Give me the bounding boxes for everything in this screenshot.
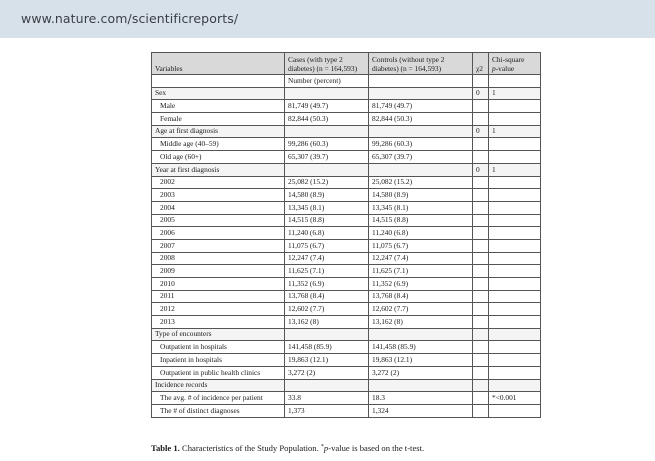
- table-row: [152, 404, 541, 417]
- controls-cell: [369, 125, 473, 138]
- p-value-cell: [489, 341, 541, 354]
- cases-cell: 1,373: [285, 404, 369, 417]
- chi2-cell: [473, 392, 489, 405]
- p-value-cell: [489, 151, 541, 164]
- variable-cell: 2003: [152, 189, 285, 202]
- variable-cell: 2008: [152, 252, 285, 265]
- controls-cell: 13,345 (8.1): [369, 201, 473, 214]
- cases-cell: 13,162 (8): [285, 316, 369, 329]
- header-p-italic: p: [492, 63, 496, 73]
- p-value-cell: [489, 265, 541, 278]
- table-row: [152, 366, 541, 379]
- cases-cell: [285, 125, 369, 138]
- header-controls: Controls (without type 2 diabetes) (n = 164,593): [369, 53, 473, 75]
- chi2-cell: [473, 366, 489, 379]
- variable-cell: Type of encounters: [152, 328, 285, 341]
- table-row: [152, 303, 541, 316]
- cases-cell: 141,458 (85.9): [285, 341, 369, 354]
- caption-asterisk: *: [320, 444, 324, 450]
- variable-cell: 2013: [152, 316, 285, 329]
- controls-cell: [369, 163, 473, 176]
- subheader-blank-4: [489, 75, 541, 88]
- cases-cell: 14,515 (8.8): [285, 214, 369, 227]
- cases-cell: [285, 87, 369, 100]
- p-value-cell: 1: [489, 163, 541, 176]
- table-row: [152, 176, 541, 189]
- table-row: [152, 138, 541, 151]
- cases-cell: 13,768 (8.4): [285, 290, 369, 303]
- header-variables: Variables: [152, 53, 285, 75]
- controls-cell: 11,352 (6.9): [369, 278, 473, 291]
- cases-cell: 65,307 (39.7): [285, 151, 369, 164]
- chi2-cell: [473, 151, 489, 164]
- section-row: [152, 328, 541, 341]
- header-p-prefix: Chi-square: [492, 55, 525, 65]
- variable-cell: 2002: [152, 176, 285, 189]
- subheader-row: [152, 75, 541, 88]
- cases-cell: 13,345 (8.1): [285, 201, 369, 214]
- table-row: [152, 278, 541, 291]
- cases-cell: 14,580 (8.9): [285, 189, 369, 202]
- table-row: [152, 341, 541, 354]
- controls-cell: 18.3: [369, 392, 473, 405]
- section-row: [152, 125, 541, 138]
- cases-cell: [285, 328, 369, 341]
- cases-cell: 11,240 (6.8): [285, 227, 369, 240]
- p-value-cell: [489, 201, 541, 214]
- p-value-cell: [489, 379, 541, 392]
- variable-cell: The avg. # of incidence per patient: [152, 392, 285, 405]
- journal-header-bar: [0, 0, 655, 38]
- table-caption: [151, 443, 424, 453]
- cases-cell: 12,602 (7.7): [285, 303, 369, 316]
- chi2-cell: [473, 316, 489, 329]
- chi2-cell: [473, 189, 489, 202]
- cases-cell: 33.8: [285, 392, 369, 405]
- p-value-cell: [489, 290, 541, 303]
- table-body: [152, 75, 541, 418]
- p-value-cell: [489, 354, 541, 367]
- variable-cell: Year at first diagnosis: [152, 163, 285, 176]
- section-row: [152, 379, 541, 392]
- controls-cell: 141,458 (85.9): [369, 341, 473, 354]
- section-row: [152, 87, 541, 100]
- cases-cell: 11,625 (7.1): [285, 265, 369, 278]
- variable-cell: 2011: [152, 290, 285, 303]
- header-p-value: [489, 53, 541, 75]
- p-value-cell: [489, 252, 541, 265]
- chi2-cell: [473, 100, 489, 113]
- caption-text-after: -value is based on the t-test.: [328, 443, 425, 453]
- cases-cell: 12,247 (7.4): [285, 252, 369, 265]
- controls-cell: 25,082 (15.2): [369, 176, 473, 189]
- variable-cell: Incidence records: [152, 379, 285, 392]
- cases-cell: 3,272 (2): [285, 366, 369, 379]
- p-value-cell: [489, 303, 541, 316]
- section-row: [152, 163, 541, 176]
- table-row: [152, 100, 541, 113]
- p-value-cell: [489, 404, 541, 417]
- chi2-cell: [473, 328, 489, 341]
- chi2-cell: [473, 176, 489, 189]
- cases-cell: 11,075 (6.7): [285, 239, 369, 252]
- table-row: [152, 189, 541, 202]
- p-value-cell: [489, 328, 541, 341]
- p-value-cell: [489, 100, 541, 113]
- chi2-cell: [473, 404, 489, 417]
- caption-label: Table 1.: [151, 443, 180, 453]
- variable-cell: Old age (60+): [152, 151, 285, 164]
- variable-cell: Outpatient in hospitals: [152, 341, 285, 354]
- controls-cell: 11,075 (6.7): [369, 239, 473, 252]
- controls-cell: [369, 379, 473, 392]
- variable-cell: Female: [152, 113, 285, 126]
- controls-cell: 13,768 (8.4): [369, 290, 473, 303]
- p-value-cell: [489, 176, 541, 189]
- subheader-label: Number (percent): [285, 75, 369, 88]
- chi2-cell: [473, 278, 489, 291]
- variable-cell: 2004: [152, 201, 285, 214]
- variable-cell: 2005: [152, 214, 285, 227]
- variable-cell: 2006: [152, 227, 285, 240]
- controls-cell: 11,240 (6.8): [369, 227, 473, 240]
- controls-cell: [369, 87, 473, 100]
- cases-cell: 19,863 (12.1): [285, 354, 369, 367]
- table-row: [152, 201, 541, 214]
- controls-cell: 14,515 (8.8): [369, 214, 473, 227]
- table-row: [152, 113, 541, 126]
- chi2-cell: [473, 239, 489, 252]
- subheader-blank: [152, 75, 285, 88]
- controls-cell: 14,580 (8.9): [369, 189, 473, 202]
- table-header-row: [152, 53, 541, 75]
- chi2-cell: [473, 113, 489, 126]
- table-row: [152, 265, 541, 278]
- chi2-cell: [473, 265, 489, 278]
- variable-cell: Age at first diagnosis: [152, 125, 285, 138]
- cases-cell: [285, 163, 369, 176]
- header-cases: Cases (with type 2 diabetes) (n = 164,593): [285, 53, 369, 75]
- cases-cell: 99,286 (60.3): [285, 138, 369, 151]
- cases-cell: 25,082 (15.2): [285, 176, 369, 189]
- controls-cell: 99,286 (60.3): [369, 138, 473, 151]
- controls-cell: 1,324: [369, 404, 473, 417]
- variable-cell: 2009: [152, 265, 285, 278]
- p-value-cell: [489, 189, 541, 202]
- table-row: [152, 239, 541, 252]
- cases-cell: [285, 379, 369, 392]
- table-row: [152, 151, 541, 164]
- characteristics-table: [151, 52, 541, 418]
- p-value-cell: [489, 316, 541, 329]
- chi2-cell: [473, 201, 489, 214]
- cases-cell: 82,844 (50.3): [285, 113, 369, 126]
- controls-cell: 65,307 (39.7): [369, 151, 473, 164]
- cases-cell: 11,352 (6.9): [285, 278, 369, 291]
- caption-text: Characteristics of the Study Population.: [181, 443, 319, 453]
- controls-cell: 3,272 (2): [369, 366, 473, 379]
- table-row: [152, 392, 541, 405]
- chi2-cell: [473, 227, 489, 240]
- p-value-cell: [489, 138, 541, 151]
- table-row: [152, 354, 541, 367]
- p-value-cell: *<0.001: [489, 392, 541, 405]
- chi2-cell: [473, 214, 489, 227]
- variable-cell: 2012: [152, 303, 285, 316]
- chi2-cell: 0: [473, 125, 489, 138]
- variable-cell: Outpatient in public health clinics: [152, 366, 285, 379]
- p-value-cell: 1: [489, 87, 541, 100]
- controls-cell: 11,625 (7.1): [369, 265, 473, 278]
- journal-url[interactable]: www.nature.com/scientificreports/: [21, 11, 239, 26]
- variable-cell: The # of distinct diagnoses: [152, 404, 285, 417]
- table-row: [152, 214, 541, 227]
- controls-cell: [369, 328, 473, 341]
- p-value-cell: [489, 113, 541, 126]
- controls-cell: 82,844 (50.3): [369, 113, 473, 126]
- p-value-cell: 1: [489, 125, 541, 138]
- chi2-cell: 0: [473, 87, 489, 100]
- cases-cell: 81,749 (49.7): [285, 100, 369, 113]
- variable-cell: 2010: [152, 278, 285, 291]
- p-value-cell: [489, 214, 541, 227]
- controls-cell: 12,602 (7.7): [369, 303, 473, 316]
- p-value-cell: [489, 366, 541, 379]
- chi2-cell: [473, 303, 489, 316]
- subheader-blank-3: [473, 75, 489, 88]
- table-row: [152, 290, 541, 303]
- controls-cell: 81,749 (49.7): [369, 100, 473, 113]
- controls-cell: 12,247 (7.4): [369, 252, 473, 265]
- table-row: [152, 316, 541, 329]
- variable-cell: Inpatient in hospitals: [152, 354, 285, 367]
- variable-cell: Middle age (40–59): [152, 138, 285, 151]
- variable-cell: Male: [152, 100, 285, 113]
- variable-cell: Sex: [152, 87, 285, 100]
- table-row: [152, 252, 541, 265]
- variable-cell: 2007: [152, 239, 285, 252]
- chi2-cell: [473, 138, 489, 151]
- header-chi2: χ2: [473, 53, 489, 75]
- chi2-cell: [473, 252, 489, 265]
- header-p-suffix: -value: [495, 63, 515, 73]
- caption-p-italic: p: [323, 443, 329, 453]
- p-value-cell: [489, 278, 541, 291]
- chi2-cell: [473, 341, 489, 354]
- chi2-cell: 0: [473, 163, 489, 176]
- controls-cell: 13,162 (8): [369, 316, 473, 329]
- chi2-cell: [473, 379, 489, 392]
- controls-cell: 19,863 (12.1): [369, 354, 473, 367]
- p-value-cell: [489, 227, 541, 240]
- table-row: [152, 227, 541, 240]
- subheader-blank-2: [369, 75, 473, 88]
- p-value-cell: [489, 239, 541, 252]
- chi2-cell: [473, 354, 489, 367]
- chi2-cell: [473, 290, 489, 303]
